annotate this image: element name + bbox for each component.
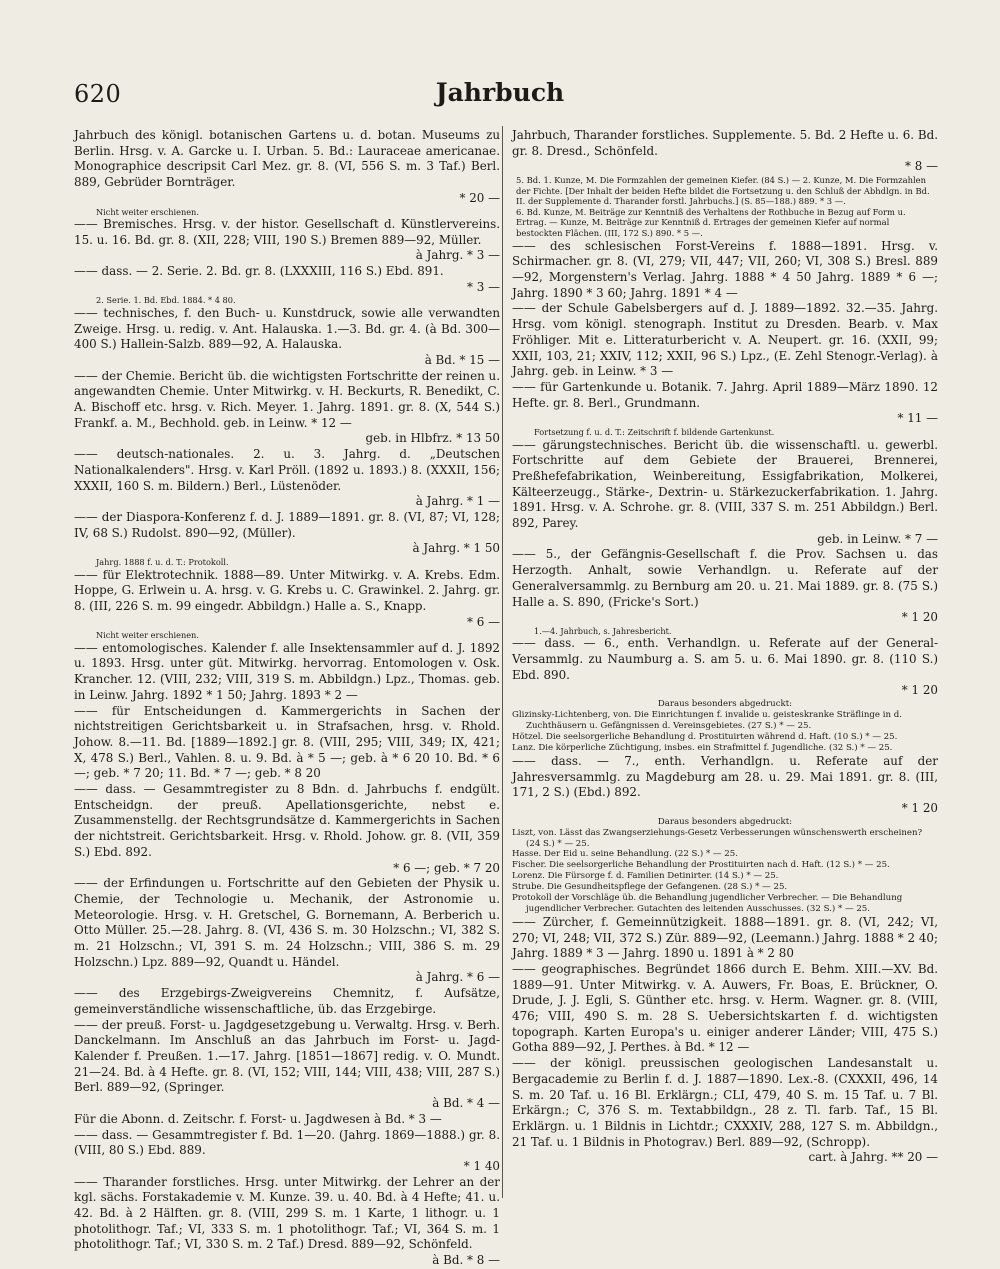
entry-text: Jahrbuch, Tharander forstliches. Supplemente. 5. Bd. 2 Hefte u. 6. Bd. gr. 8. Dresd., Schönfeld. — [512, 128, 938, 158]
bibliography-entry — [74, 986, 500, 1017]
entry-price: * 6 —; geb. * 7 20 — [393, 860, 500, 875]
bibliography-entry — [74, 369, 500, 448]
note-text: Hasse. Der Eid u. seine Behandlung. (22 S.) * — 25. — [512, 849, 738, 860]
entry-text: —— dass. — 7., enth. Verhandlgn. u. Referate auf der Jahresversammlg. zu Magdeburg am 28. u. 29. Mai 1891. gr. 8. (III, 171, 2 S.) (Ebd.) 892. — [512, 753, 938, 800]
entry-price: geb. in Leinw. * 7 — — [817, 531, 938, 546]
note-text: Jahrg. 1888 f. u. d. T.: Protokoll. — [96, 557, 229, 568]
note-heading: Daraus besonders abgedruckt: — [657, 699, 793, 710]
note-text: 5. Bd. 1. Kunze, M. Die Formzahlen der gemeinen Kiefer. (84 S.) — 2. Kunze, M. Die Formzahlen der Fichte. [Der Inhalt der beiden Hefte bildet die Fortsetzung u. den Schluß der Abhdlgn. in Bd. II. der Supplemente d. Tharander forstl. Jahrbuchs.] (S. 85—188.) 889. * 3 —. — [516, 175, 930, 207]
entry-price: à Jahrg. * 3 — — [415, 248, 500, 263]
entry-price: * 3 — — [467, 279, 500, 294]
bibliography-entry — [74, 704, 500, 783]
entry-text: —— dass. — Gesammtregister f. Bd. 1—20. (Jahrg. 1869—1888.) gr. 8. (VIII, 80 S.) Ebd. 889. — [74, 1127, 500, 1158]
entry-text: —— der königl. preussischen geologischen Landesanstalt u. Bergacademie zu Berlin f. d. J. 1887—1890. Lex.-8. (CXXXII, 496, 14 S. m. 20 Taf. u. 16 Bl. Erklärgn.; CLI, 479, 40 S. m. 15 Taf. u. 7 Bl. Erkärgn.; C, 376 S. m. Textabbildgn., 28 z. Tl. farb. Taf., 15 Bl. Erklärgn. u. 1 Bildnis in Lichtdr.; CXXXIV, 288, 127 S. m. Abbildgn., 21 Taf. u. 1 Bildnis in Photograv.) Berl. 889—92, (Schropp). — [512, 1056, 938, 1149]
entry-text: —— entomologisches. Kalender f. alle Insektensammler auf d. J. 1892 u. 1893. Hrsg. unter güt. Mitwirkg. hervorrag. Entomologen v. Osk. Krancher. 12. (VIII, 232; VIII, 319 S. m. Abbildgn.) Lpz., Thomas. geb. in Leinw. Jahrg. 1892 * 1 50; Jahrg. 1893 * 2 — — [74, 640, 500, 702]
entry-text: —— dass. — 6., enth. Verhandlgn. u. Referate auf der General-Versammlg. zu Naumburg a. S. am 5. u. 6. Mai 1890. gr. 8. (110 S.) Ebd. 890. — [512, 636, 938, 682]
bibliography-entry — [74, 1128, 500, 1175]
note-text: Protokoll der Vorschläge üb. die Behandlung jugendlicher Verbrecher. — Die Behandlung jugendlicher Verbrecher. Gutachten des leitenden Ausschusses. (32 S.) * — 25. — [512, 893, 903, 914]
note-text: Hötzel. Die seelsorgerliche Behandlung d. Prostituirten während d. Haft. (10 S.) * — 25. — [512, 731, 898, 742]
entry-price: * 1 20 — [901, 683, 938, 698]
entry-text: —— 5., der Gefängnis-Gesellschaft f. die Prov. Sachsen u. das Herzogth. Anhalt, sowie Verhandlgn. u. Referate auf der Generalversammlg. zu Bernburg am 20. u. 21. Mai 1889. gr. 8. (75 S.) Halle a. S. 890, (Fricke's Sort.) — [512, 547, 938, 609]
note-text: Fischer. Die seelsorgerliche Behandlung der Prostituirten nach d. Haft. (12 S.) * — 25. — [512, 860, 890, 871]
entry-price: geb. in Hlbfrz. * 13 50 — [365, 431, 500, 446]
entry-text: —— der Chemie. Bericht üb. die wichtigsten Fortschritte der reinen u. angewandten Chemie. Unter Mitwirkg. v. H. Beckurts, R. Benedikt, C. A. Bischoff etc. hrsg. v. Rich. Meyer. 1. Jahrg. 1891. gr. 8. (X, 544 S.) Frankf. a. M., Bechhold. geb. in Leinw. * 12 — — [74, 368, 500, 430]
entry-text: —— der Schule Gabelsbergers auf d. J. 1889—1892. 32.—35. Jahrg. Hrsg. vom königl. stenograph. Institut zu Dresden. Bearb. v. Max Fröhliger. Mit e. Litteraturbericht v. A. Neupert. gr. 16. (XXII, 99; XXII, 103, 21; XXIV, 112; XXII, 96 S.) Lpz., (E. Zehl Stenogr.-Verlag). à Jahrg. geb. in Leinw. * 3 — — [512, 301, 938, 379]
entry-text: —— Bremisches. Hrsg. v. der histor. Gesellschaft d. Künstlervereins. 15. u. 16. Bd. gr. 8. (XII, 228; VIII, 190 S.) Bremen 889—92, Müller. — [74, 216, 500, 247]
left-column — [74, 128, 500, 1268]
entry-text: —— der preuß. Forst- u. Jagdgesetzgebung u. Verwaltg. Hrsg. v. Berh. Danckelmann. Im Anschluß an das Jahrbuch im Forst- u. Jagd-Kalender f. Preußen. 1.—17. Jahrg. [1851—1867] redig. v. O. Mundt. 21—24. Bd. à 4 Hefte. gr. 8. (VI, 152; VIII, 144; VIII, 438; VIII, 287 S.) Berl. 889—92, (Springer. — [74, 1017, 500, 1095]
entry-text: —— Tharander forstliches. Hrsg. unter Mitwirkg. der Lehrer an der kgl. sächs. Forstakademie v. M. Kunze. 39. u. 40. Bd. à 4 Hefte; 41. u. 42. Bd. à 2 Hälften. gr. 8. (VIII, 299 S. m. 1 Karte, 1 lithogr. u. 1 photolithogr. Taf.; VI, 333 S. m. 1 photolithogr. Taf.; VI, 364 S. m. 1 photolithogr. Taf.; VI, 330 S. m. 2 Taf.) Dresd. 889—92, Schönfeld. — [74, 1174, 500, 1252]
entry-text: —— für Entscheidungen d. Kammergerichts in Sachen der nichtstreitigen Gerichtsbarkeit u. in Strafsachen, hrsg. v. Rhold. Johow. 8.—11. Bd. [1889—1892.] gr. 8. (VIII, 295; VIII, 349; IX, 421; X, 478 S.) Berl., Vahlen. 8. u. 9. Bd. à * 5 —; geb. à * 6 20 10. Bd. * 6 —; geb. * 7 20; 11. Bd. * 7 —; geb. * 8 20 — [74, 703, 500, 781]
entry-price: * 1 20 — [901, 610, 938, 625]
note-text: Lorenz. Die Fürsorge f. d. Familien Detinirter. (14 S.) * — 25. — [512, 871, 779, 882]
bibliography-entry — [512, 547, 938, 626]
entry-price: à Bd. * 4 — — [432, 1096, 500, 1111]
bibliography-entry — [512, 962, 938, 1056]
note-text: Nicht weiter erschienen. — [96, 206, 199, 217]
bibliography-entry — [74, 128, 500, 207]
bibliography-entry — [512, 636, 938, 699]
entry-price: * 8 — — [905, 159, 938, 174]
entry-text: —— des Erzgebirgs-Zweigvereins Chemnitz, f. Aufsätze, gemeinverständliche wissenschaftliche, üb. das Erzgebirge. — [74, 986, 500, 1016]
note-text: 2. Serie. 1. Bd. Ebd. 1884. * 4 80. — [96, 295, 236, 306]
entry-price: * 1 40 — [463, 1158, 500, 1173]
entry-text: —— für Elektrotechnik. 1888—89. Unter Mitwirkg. v. A. Krebs. Edm. Hoppe, G. Erlwein u. A. hrsg. v. G. Krebs u. C. Grawinkel. 2. Jahrg. gr. 8. (III, 226 S. m. 99 eingedr. Abbildgn.) Halle a. S., Knapp. — [74, 567, 500, 613]
note-text: Lanz. Die körperliche Züchtigung, insbes. ein Strafmittel f. Jugendliche. (32 S.) * — 25. — [512, 742, 893, 753]
entry-text: —— für Gartenkunde u. Botanik. 7. Jahrg. April 1889—März 1890. 12 Hefte. gr. 8. Berl., Grundmann. — [512, 380, 938, 410]
note-text: Liszt, von. Lässt das Zwangserziehungs-Gesetz Verbesserungen wünschenswerth erscheinen? (24 S.) * — 25. — [512, 827, 923, 849]
note-text: Nicht weiter erschienen. — [96, 630, 199, 641]
note-heading: Daraus besonders abgedruckt: — [657, 816, 793, 827]
note-text: 6. Bd. Kunze, M. Beiträge zur Kenntniß des Verhaltens der Rothbuche in Bezug auf Form u. Ertrag. — Kunze, M. Beiträge zur Kenntniß d. Ertrages der gemeinen Kiefer auf normal bestockten Flächen. (III, 172 S.) 890. * 5 —. — [516, 206, 906, 239]
page-number: 620 — [74, 80, 122, 108]
bibliography-entry — [512, 239, 938, 302]
column-divider — [502, 126, 503, 1198]
bibliography-entry — [512, 915, 938, 962]
bibliography-entry — [74, 510, 500, 557]
entry-price: à Jahrg. * 1 50 — [412, 541, 500, 556]
bibliography-entry — [512, 754, 938, 817]
entry-text: —— Zürcher, f. Gemeinnützigkeit. 1888—1891. gr. 8. (VI, 242; VI, 270; VI, 248; VII, 372 S.) Zür. 889—92, (Leemann.) Jahrg. 1888 * 2 40; Jahrg. 1889 * 3 — Jahrg. 1890 u. 1891 à * 2 80 — [512, 914, 938, 961]
entry-price: à Bd. * 15 — — [424, 352, 500, 367]
entry-text: —— der Erfindungen u. Fortschritte auf den Gebieten der Physik u. Chemie, der Technologie u. Mechanik, der Astronomie u. Meteorologie. Hrsg. v. H. Gretschel, G. Bornemann, A. Berberich u. Otto Müller. 25.—28. Jahrg. 8. (VI, 436 S. m. 30 Holzschn.; VI, 382 S. m. 21 Holzschn.; VI, 391 S. m. 24 Holzschn.; VIII, 386 S. m. 29 Holzschn.) Lpz. 889—92, Quandt u. Händel. — [74, 876, 500, 969]
bibliography-entry — [512, 438, 938, 548]
bibliography-entry — [512, 128, 938, 175]
right-column — [512, 128, 938, 1193]
entry-text: —— gärungstechnisches. Bericht üb. die wissenschaftl. u. gewerbl. Fortschritte auf dem Gebiete der Brauerei, Brennerei, Preßhefefabrikation, Weinbereitung, Essigfabrikation, Molkerei, Kälteerzeugg., Stärke-, Dextrin- u. Stärkezuckerfabrikation. 1. Jahrg. 1891. Hrsg. v. A. Schrohe. gr. 8. (VIII, 337 S. m. 251 Abbildgn.) Berl. 892, Parey. — [512, 437, 938, 531]
bibliography-entry — [74, 1175, 500, 1269]
note-text: 1.—4. Jahrbuch, s. Jahresbericht. — [534, 625, 672, 636]
bibliography-entry — [74, 641, 500, 704]
entry-text: —— des schlesischen Forst-Vereins f. 1888—1891. Hrsg. v. Schirmacher. gr. 8. (VI, 279; VII, 447; VII, 260; VI, 308 S.) Bresl. 889—92, Morgenstern's Verlag. Jahrg. 1888 * 4 50 Jahrg. 1889 * 6 —; Jahrg. 1890 * 3 60; Jahrg. 1891 * 4 — — [512, 238, 938, 300]
entry-price: * 1 20 — [901, 800, 938, 815]
bibliography-entry — [74, 1018, 500, 1112]
bibliography-entry — [74, 217, 500, 264]
bibliography-entry — [512, 1056, 938, 1166]
bibliography-entry — [512, 301, 938, 380]
entry-text: —— geographisches. Begründet 1866 durch E. Behm. XIII.—XV. Bd. 1889—91. Unter Mitwirkg. v. A. Auwers, Fr. Boas, E. Brückner, O. Drude, J. J. Egli, S. Günther etc. hrsg. v. Herm. Wagner. gr. 8. (VIII, 476; VIII, 490 S. m. 28 S. Uebersichtskarten f. d. wichtigsten topograph. Karten Europa's u. einiger anderer Länder; VIII, 475 S.) Gotha 889—92, J. Perthes. à Bd. * 12 — — [512, 961, 938, 1055]
bibliography-entry — [74, 447, 500, 510]
bibliography-entry — [74, 264, 500, 295]
note-text: Strube. Die Gesundheitspflege der Gefangenen. (28 S.) * — 25. — [512, 882, 788, 893]
entry-price: à Bd. * 8 — — [432, 1253, 500, 1268]
running-title: Jahrbuch — [435, 78, 565, 107]
bibliography-entry — [74, 306, 500, 369]
bibliography-entry — [74, 568, 500, 631]
entry-price: à Jahrg. * 6 — — [415, 970, 500, 985]
entry-text: Für die Abonn. d. Zeitschr. f. Forst- u. Jagdwesen à Bd. * 3 — — [74, 1111, 442, 1126]
entry-text: —— technisches, f. den Buch- u. Kunstdruck, sowie alle verwandten Zweige. Hrsg. u. redig. v. Ant. Halauska. 1.—3. Bd. gr. 4. (à Bd. 300—400 S.) Hallein-Salzb. 889—92, A. Halauska. — [74, 305, 500, 352]
entry-text: Jahrbuch des königl. botanischen Gartens u. d. botan. Museums zu Berlin. Hrsg. v. A. Garcke u. I. Urban. 5. Bd.: Lauraceae americanae. Monographice descripsit Carl Mez. gr. 8. (VI, 556 S. m. 3 Taf.) Berl. 889, Gebrüder Bornträger. — [74, 128, 500, 190]
entry-text: —— der Diaspora-Konferenz f. d. J. 1889—1891. gr. 8. (VI, 87; VI, 128; IV, 68 S.) Rudolst. 890—92, (Müller). — [74, 509, 500, 540]
note-text: Fortsetzung f. u. d. T.: Zeitschrift f. bildende Gartenkunst. — [534, 427, 775, 438]
bibliography-entry — [512, 380, 938, 427]
bibliography-entry — [74, 876, 500, 986]
entry-price: * 6 — — [467, 614, 500, 629]
entry-price: cart. à Jahrg. ** 20 — — [808, 1150, 938, 1165]
entry-text: —— dass. — 2. Serie. 2. Bd. gr. 8. (LXXXIII, 116 S.) Ebd. 891. — [74, 264, 444, 279]
bibliography-entry — [74, 782, 500, 876]
bibliography-entry — [74, 1112, 500, 1128]
note-text: Glizinsky-Lichtenberg, von. Die Einrichtungen f. invalide u. geisteskranke Sträflinge in d. Zuchthäusern u. Gefängnissen d. Vereinsgebietes. (27 S.) * — 25. — [512, 710, 902, 732]
entry-price: * 11 — — [897, 411, 938, 426]
entry-text: —— deutsch-nationales. 2. u. 3. Jahrg. d. „Deutschen Nationalkalenders". Hrsg. v. Karl Pröll. (1892 u. 1893.) 8. (XXXII, 156; XXXII, 160 S. m. Bildern.) Berl., Lüstenöder. — [74, 447, 500, 493]
entry-price: à Jahrg. * 1 — — [415, 494, 500, 509]
entry-text: —— dass. — Gesammtregister zu 8 Bdn. d. Jahrbuchs f. endgült. Entscheidgn. der preuß. Apellationsgerichte, nebst e. Zusammenstellg. der Rechtsgrundsätze d. Kammergerichts in Sachen der nichtstreit. Gerichtsbarkeit. Hrsg. v. Rhold. Johow. gr. 8. (VII, 359 S.) Ebd. 892. — [74, 782, 500, 859]
entry-price: * 20 — — [459, 190, 500, 205]
